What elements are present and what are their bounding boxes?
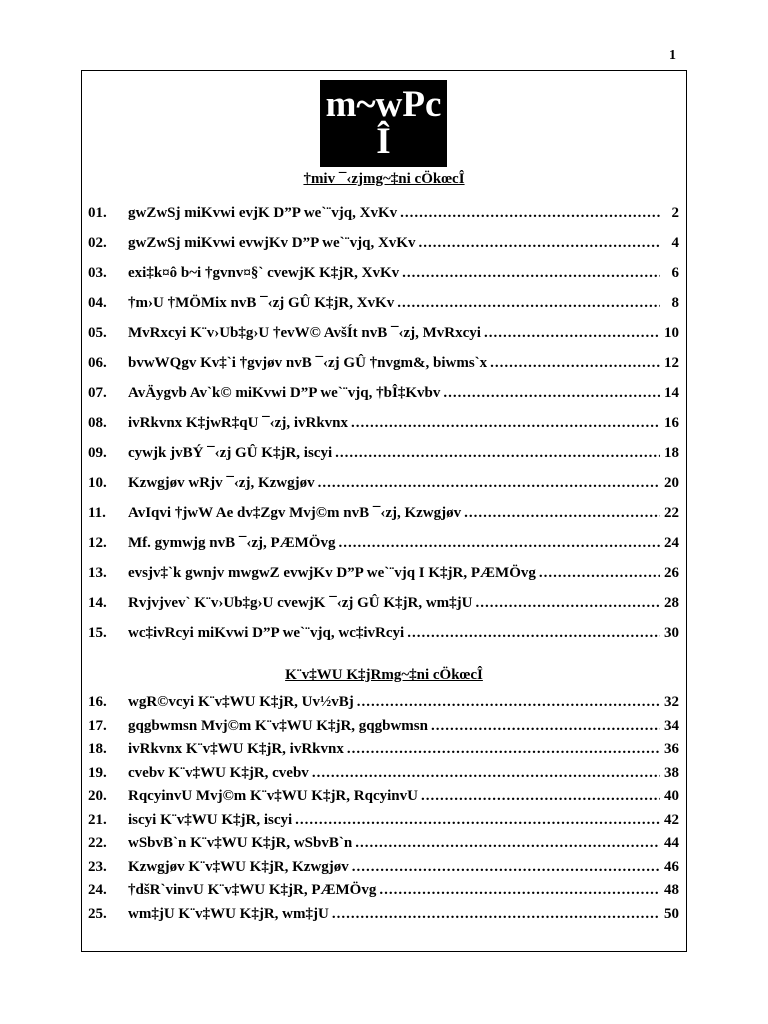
- toc-entry[interactable]: [88, 691, 679, 715]
- toc-entry-title: wgR©vcyi K¨v‡WU K‡jR, Uv½vBj: [128, 694, 354, 710]
- toc-entry-title: †m›U †MÖMix nvB ¯‹zj GÛ K‡jR, XvKv: [128, 295, 395, 311]
- toc-entry[interactable]: [88, 318, 679, 348]
- toc-entry-title: cywjk jvBÝ ¯‹zj GÛ K‡jR, iscyi: [128, 445, 333, 461]
- toc-entry[interactable]: [88, 809, 679, 833]
- toc-entry[interactable]: [88, 228, 679, 258]
- title-line-2: Î: [376, 121, 391, 162]
- toc-dot-leader: [402, 258, 660, 288]
- toc-entry-page: 18: [664, 445, 679, 461]
- toc-dot-leader: [476, 588, 661, 618]
- toc-entry-number: 19.: [88, 764, 107, 781]
- toc-entry-title: evsjv‡`k gwnjv mwgwZ evwjKv D”P we`¨vjq I K‡jR, PÆMÖvg: [128, 565, 536, 581]
- toc-entry-number: 20.: [88, 788, 107, 804]
- toc-entry[interactable]: [88, 528, 679, 558]
- toc-entry-number: 06.: [88, 355, 107, 371]
- toc-entry[interactable]: [88, 348, 679, 378]
- toc-dot-leader: [338, 528, 660, 558]
- toc-entry-page: 12: [664, 355, 679, 371]
- toc-dot-leader: [352, 856, 660, 880]
- toc-entry-number: 18.: [88, 741, 107, 757]
- toc-dot-leader: [397, 288, 660, 318]
- toc-entry-title: wSbvB`n K¨v‡WU K‡jR, wSbvB`n: [128, 835, 353, 851]
- section1-heading: †miv ¯‹zjmg~‡ni cÖkœcÎ: [303, 171, 465, 187]
- toc-entry-title: RqcyinvU Mvj©m K¨v‡WU K‡jR, RqcyinvU: [128, 788, 418, 804]
- toc-entry[interactable]: [88, 498, 679, 528]
- toc-entry-title: wc‡ivRcyi miKvwi D”P we`¨vjq, wc‡ivRcyi: [128, 625, 405, 641]
- toc-entry-page: 28: [664, 595, 679, 611]
- section2-heading: K¨v‡WU K‡jRmg~‡ni cÖkœcÎ: [285, 667, 483, 683]
- toc-entry[interactable]: [88, 438, 679, 468]
- toc-entry[interactable]: [88, 198, 679, 228]
- toc-entry-page: 44: [664, 835, 679, 851]
- toc-entry-page: 34: [664, 717, 679, 734]
- toc-entry-title: bvwWQgv Kv‡`i †gvjøv nvB ¯‹zj GÛ †nvgm&, biwms`x: [128, 355, 488, 371]
- toc-entry-number: 13.: [88, 565, 107, 581]
- toc-entry-number: 22.: [88, 835, 107, 851]
- toc-entry-page: 14: [664, 385, 679, 401]
- toc-entry-number: 23.: [88, 858, 107, 875]
- toc-entry-title: gqgbwmsn Mvj©m K¨v‡WU K‡jR, gqgbwmsn: [128, 717, 428, 734]
- toc-entry[interactable]: [88, 258, 679, 288]
- toc-entry-title: Kzwgjøv K¨v‡WU K‡jR, Kzwgjøv: [128, 858, 349, 875]
- toc-entry-title: ivRkvnx K‡jwR‡qU ¯‹zj, ivRkvnx: [128, 415, 349, 431]
- toc-entry-page: 26: [664, 565, 679, 581]
- toc-entry-title: Mf. gymwjg nvB ¯‹zj, PÆMÖvg: [128, 535, 336, 551]
- toc-entry-page: 10: [664, 325, 679, 341]
- toc-entry-number: 21.: [88, 811, 107, 828]
- toc-entry-number: 01.: [88, 205, 107, 221]
- toc-dot-leader: [335, 438, 660, 468]
- toc-dot-leader: [379, 879, 660, 903]
- toc-entry-title: AvÄygvb Av`k© miKvwi D”P we`¨vjq, †bÎ‡Kvbv: [128, 385, 441, 401]
- toc-dot-leader: [347, 738, 660, 762]
- toc-dot-leader: [431, 715, 660, 739]
- toc-entry[interactable]: [88, 738, 679, 762]
- toc-entry-number: 15.: [88, 625, 107, 641]
- toc-entry-page: 36: [664, 741, 679, 757]
- toc-dot-leader: [400, 198, 660, 228]
- toc-entry-title: Kzwgjøv wRjv ¯‹zj, Kzwgjøv: [128, 475, 315, 491]
- toc-entry-number: 04.: [88, 295, 107, 311]
- toc-entry-page: 30: [664, 625, 679, 641]
- toc-entry-title: Rvjvjvev` K¨v›Ub‡g›U cvewjK ¯‹zj GÛ K‡jR, wm‡jU: [128, 595, 473, 611]
- toc-entry-number: 08.: [88, 415, 107, 431]
- toc-dot-leader: [318, 468, 660, 498]
- toc-entry-page: 24: [664, 535, 679, 551]
- toc-entry-number: 14.: [88, 595, 107, 611]
- title-line-1: m~wPc: [325, 84, 442, 125]
- toc-entry-page: 20: [664, 475, 679, 491]
- toc-entry-title: gwZwSj miKvwi evwjKv D”P we`¨vjq, XvKv: [128, 235, 416, 251]
- toc-entry[interactable]: [88, 785, 679, 809]
- toc-dot-leader: [464, 498, 660, 528]
- toc-entry[interactable]: [88, 408, 679, 438]
- toc-dot-leader: [418, 228, 660, 258]
- toc-entry-page: 48: [664, 882, 679, 898]
- toc-entry-number: 12.: [88, 535, 107, 551]
- toc-dot-leader: [443, 378, 660, 408]
- toc-entry-title: exi‡k¤ô b~i †gvnv¤§` cvewjK K‡jR, XvKv: [128, 265, 400, 281]
- toc-entry-page: 50: [664, 905, 679, 922]
- toc-entry-number: 16.: [88, 694, 107, 710]
- toc-entry-page: 16: [664, 415, 679, 431]
- toc-entry-page: 6: [671, 265, 679, 281]
- content-frame: [81, 70, 687, 952]
- toc-dot-leader: [295, 809, 660, 833]
- toc-dot-leader: [357, 691, 660, 715]
- toc-entry[interactable]: [88, 879, 679, 903]
- toc-entry-page: 38: [664, 764, 679, 781]
- toc-dot-leader: [312, 762, 660, 786]
- toc-entry-number: 11.: [88, 505, 106, 521]
- toc-entry[interactable]: [88, 468, 679, 498]
- toc-entry-title: gwZwSj miKvwi evjK D”P we`¨vjq, XvKv: [128, 205, 398, 221]
- toc-entry-number: 09.: [88, 445, 107, 461]
- toc-entry-number: 17.: [88, 717, 107, 734]
- toc-entry-title: †dšR`vinvU K¨v‡WU K‡jR, PÆMÖvg: [128, 882, 377, 898]
- toc-entry-number: 10.: [88, 475, 107, 491]
- toc-dot-leader: [351, 408, 660, 438]
- toc-entry[interactable]: [88, 762, 679, 786]
- toc-dot-leader: [484, 318, 660, 348]
- toc-entry-page: 2: [671, 205, 679, 221]
- toc-entry-page: 32: [664, 694, 679, 710]
- toc-entry[interactable]: [88, 856, 679, 880]
- toc-entry-number: 02.: [88, 235, 107, 251]
- toc-entry-title: cvebv K¨v‡WU K‡jR, cvebv: [128, 764, 309, 781]
- toc-dot-leader: [355, 832, 660, 856]
- toc-entry-page: 46: [664, 858, 679, 875]
- title-box: [320, 80, 447, 167]
- toc-entry-number: 25.: [88, 905, 107, 922]
- toc-entry-number: 07.: [88, 385, 107, 401]
- toc-entry[interactable]: [88, 715, 679, 739]
- toc-dot-leader: [490, 348, 660, 378]
- toc-entry-number: 05.: [88, 325, 107, 341]
- page-number: 1: [669, 48, 676, 63]
- toc-entry[interactable]: [88, 618, 679, 648]
- toc-dot-leader: [421, 785, 660, 809]
- toc-entry-page: 22: [664, 505, 679, 521]
- toc-entry-page: 4: [671, 235, 679, 251]
- toc-entry-page: 8: [671, 295, 679, 311]
- toc-entry-page: 40: [664, 788, 679, 804]
- toc-entry-number: 24.: [88, 882, 107, 898]
- toc-entry-number: 03.: [88, 265, 107, 281]
- toc-entry[interactable]: [88, 558, 679, 588]
- toc-entry-title: wm‡jU K¨v‡WU K‡jR, wm‡jU: [128, 905, 329, 922]
- toc-dot-leader: [332, 903, 660, 927]
- toc-entry-title: MvRxcyi K¨v›Ub‡g›U †evW© AvšÍt nvB ¯‹zj, MvRxcyi: [128, 325, 481, 341]
- toc-entry-title: AvIqvi †jwW Ae dv‡Zgv Mvj©m nvB ¯‹zj, Kzwgjøv: [128, 505, 462, 521]
- toc-entry[interactable]: [88, 288, 679, 318]
- toc-list-section1: [88, 198, 679, 648]
- toc-dot-leader: [407, 618, 660, 648]
- toc-entry[interactable]: [88, 378, 679, 408]
- toc-entry[interactable]: [88, 588, 679, 618]
- toc-entry-page: 42: [664, 811, 679, 828]
- toc-entry[interactable]: [88, 832, 679, 856]
- toc-entry[interactable]: [88, 903, 679, 927]
- toc-list-section2: [88, 691, 679, 926]
- toc-entry-title: iscyi K¨v‡WU K‡jR, iscyi: [128, 811, 293, 828]
- toc-entry-title: ivRkvnx K¨v‡WU K‡jR, ivRkvnx: [128, 741, 344, 757]
- toc-dot-leader: [539, 558, 660, 588]
